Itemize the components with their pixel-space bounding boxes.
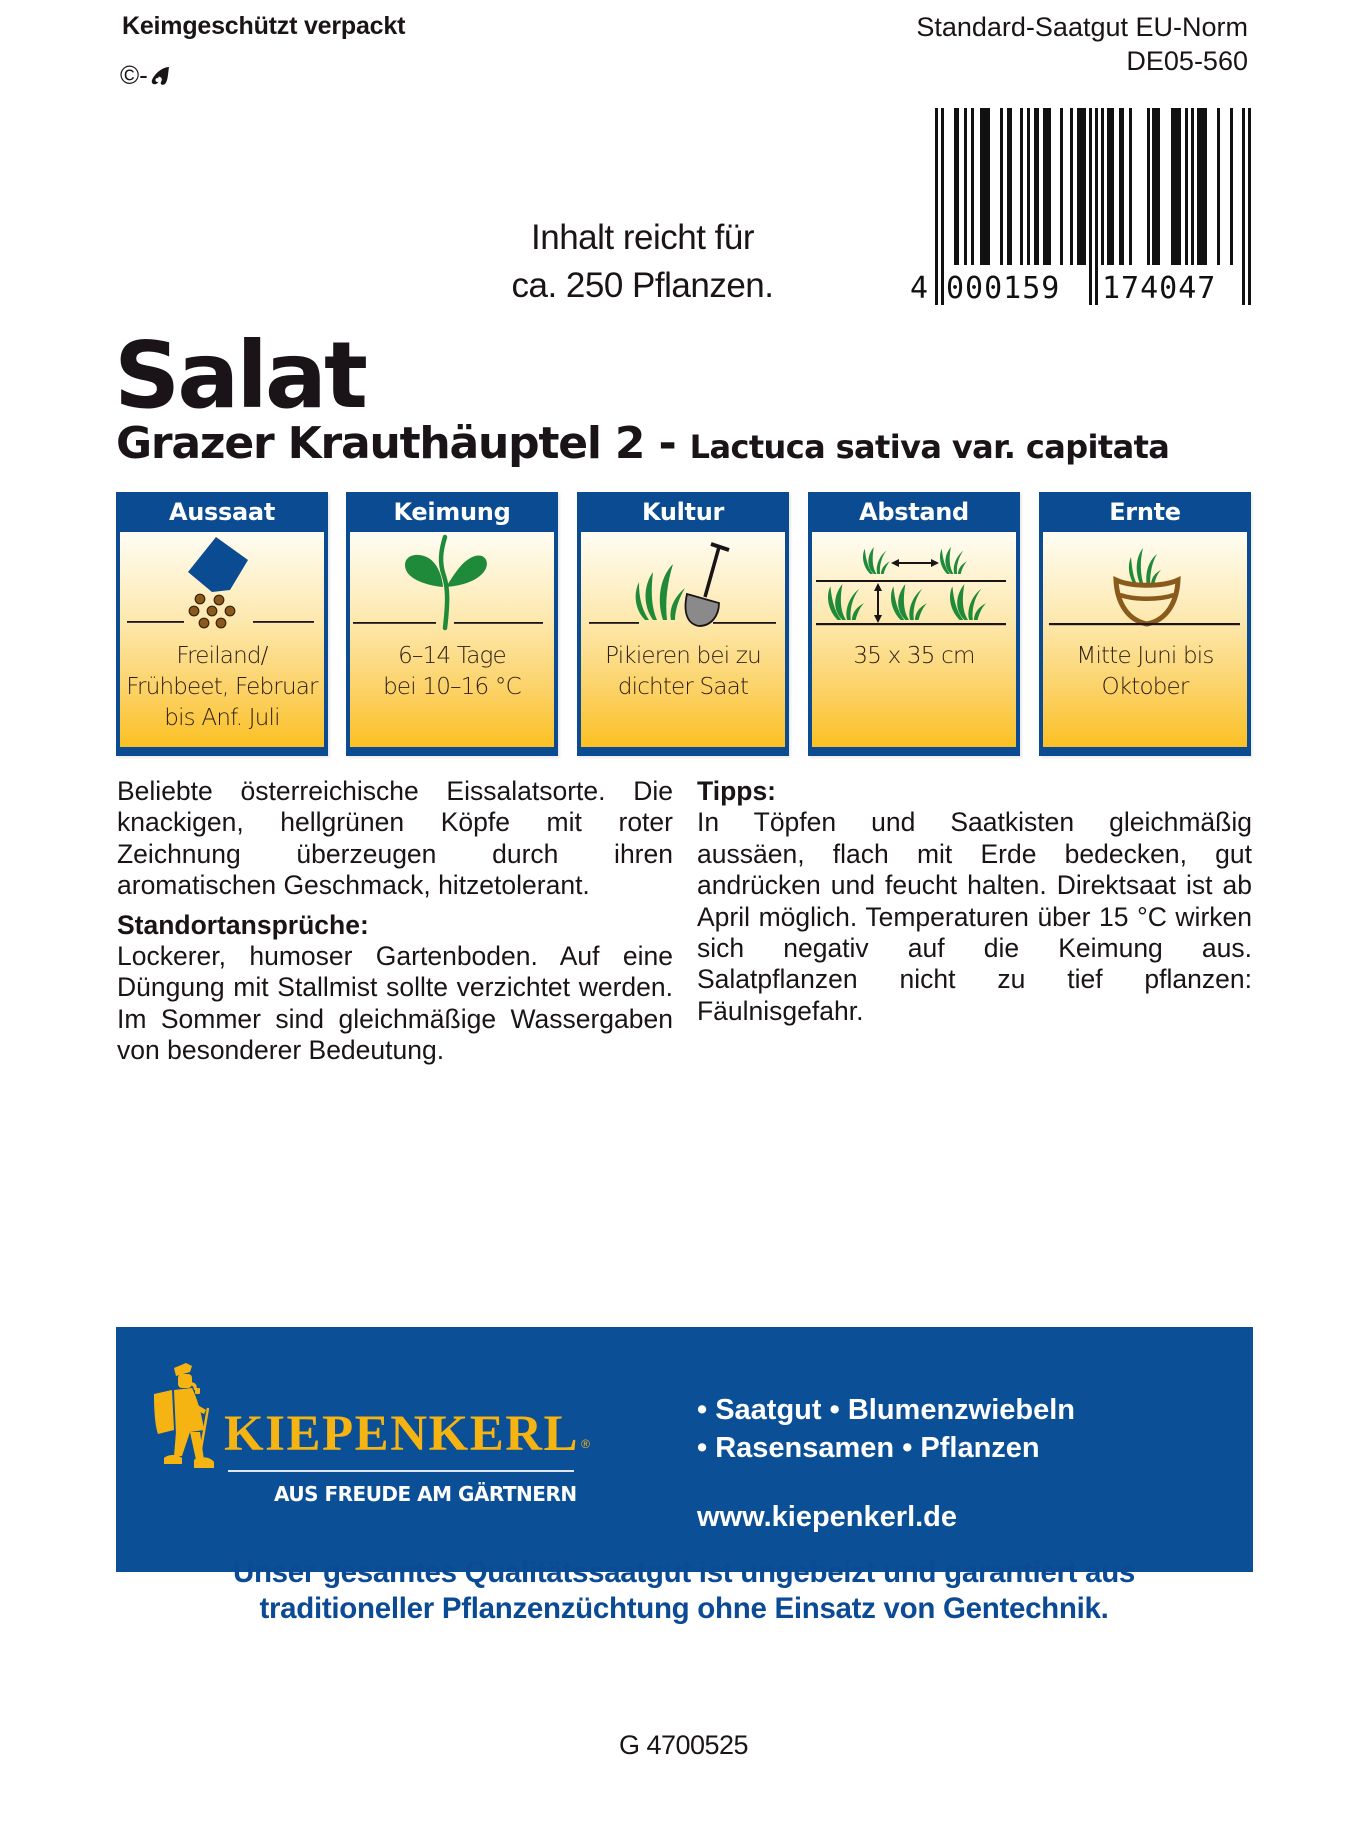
card-text-line: Pikieren bei zu — [605, 643, 761, 669]
subtitle-separator: - — [644, 418, 690, 469]
card-text-line: bis Anf. Juli — [164, 705, 280, 731]
location-heading: Standortansprüche: — [117, 909, 369, 940]
card-text-line: Oktober — [1101, 674, 1189, 700]
card-body — [812, 532, 1016, 747]
package-yield — [470, 214, 815, 310]
card-header: Kultur — [641, 498, 725, 526]
tips-text: In Töpfen und Saatkisten gleichmäßig aussäen, flach mit Erde bedecken, gut andrücken und feucht halten. Direktsaat ist ab April möglich. Temperaturen über 15 °C wirken sich negativ auf die Keimung aus. Salatpflanzen nicht zu tief pflanzen: Fäulnisgefahr. — [697, 807, 1252, 1026]
card-header: Ernte — [1109, 498, 1181, 526]
card-text — [122, 641, 322, 734]
tips-column — [697, 776, 1252, 1027]
barcode-right-group: 174047 — [1102, 271, 1217, 306]
tips-heading: Tipps: — [697, 776, 777, 806]
brand-logo-wordmark[interactable] — [224, 1405, 592, 1463]
packaging-note: Keimgeschützt verpackt — [122, 12, 406, 40]
card-text-line: 6–14 Tage — [398, 643, 506, 669]
card-header: Keimung — [393, 498, 511, 526]
brand-slogan: AUS FREUDE AM GÄRTNERN — [274, 1482, 577, 1506]
card-body — [1043, 532, 1247, 747]
registration-code: DE05-560 — [1126, 46, 1248, 76]
plant-variety-protection-mark — [120, 60, 171, 91]
brand-divider — [228, 1470, 574, 1472]
leaf-swirl-icon — [149, 65, 171, 87]
card-ernte — [1039, 492, 1251, 756]
seed-packet-icon — [120, 532, 324, 632]
ean-barcode — [910, 108, 1251, 308]
plant-spacing-icon — [812, 532, 1016, 632]
card-keimung — [346, 492, 558, 756]
description-column — [117, 776, 673, 1067]
quality-statement — [120, 1555, 1248, 1627]
harvest-basket-icon — [1043, 532, 1247, 632]
yield-line-2: ca. 250 Pflanzen. — [511, 266, 774, 305]
brand-banner — [116, 1327, 1253, 1572]
quality-line-1: Unser gesamtes Qualitätssaatgut ist ungebeizt und garantiert aus — [232, 1556, 1136, 1589]
plant-spade-icon — [581, 532, 785, 632]
brand-name: KIEPENKERL — [224, 1406, 580, 1462]
card-header: Abstand — [859, 498, 969, 526]
card-text-line: Mitte Juni bis — [1076, 643, 1214, 669]
card-body — [581, 532, 785, 747]
card-text-line: bei 10–16 °C — [383, 674, 521, 700]
seedling-icon — [350, 532, 554, 632]
card-abstand — [808, 492, 1020, 756]
card-body — [350, 532, 554, 747]
card-text-line: 35 x 35 cm — [853, 643, 975, 669]
standard-label: Standard-Saatgut EU-Norm — [916, 12, 1248, 42]
latin-name: Lactuca sativa var. capitata — [689, 428, 1170, 466]
product-subtitle — [116, 418, 1169, 469]
seed-standard — [916, 10, 1248, 78]
product-categories — [697, 1391, 1075, 1467]
card-kultur — [577, 492, 789, 756]
yield-line-1: Inhalt reicht für — [531, 218, 754, 257]
card-body — [120, 532, 324, 747]
website-link[interactable]: www.kiepenkerl.de — [697, 1501, 958, 1533]
variety-name: Grazer Krauthäuptel 2 — [116, 418, 645, 469]
card-header: Aussaat — [169, 498, 275, 526]
quality-line-2: traditioneller Pflanzenzüchtung ohne Einsatz von Gentechnik. — [259, 1592, 1109, 1625]
card-text-line: dichter Saat — [617, 674, 749, 700]
barcode-lead-digit: 4 — [910, 271, 930, 306]
card-text — [1045, 641, 1245, 703]
categories-line-2: • Rasensamen • Pflanzen — [697, 1432, 1040, 1464]
product-title: Salat — [114, 322, 365, 429]
card-text-line: Frühbeet, Februar — [126, 674, 318, 700]
description-intro: Beliebte österreichische Eissalatsorte. Die knackigen, hellgrünen Köpfe mit roter Zeichnung überzeugen durch ihren aromatischen Geschmack, hitzetolerant. — [117, 776, 673, 901]
card-text-line: Freiland/ — [176, 643, 268, 669]
card-text — [583, 641, 783, 703]
registered-mark: ® — [581, 1437, 592, 1451]
copyright-symbol: ©- — [120, 60, 148, 90]
categories-line-1: • Saatgut • Blumenzwiebeln — [697, 1394, 1076, 1426]
card-aussaat — [116, 492, 328, 756]
location-text: Lockerer, humoser Gartenboden. Auf eine Düngung mit Stallmist sollte verzichtet werden. Im Sommer sind gleichmäßige Wassergaben von besonderer Bedeutung. — [117, 941, 673, 1066]
barcode-left-group: 000159 — [946, 271, 1061, 306]
card-text — [352, 641, 552, 703]
kiepenkerl-mascot-icon — [152, 1360, 224, 1474]
article-code: G 4700525 — [618, 1730, 749, 1760]
card-text — [814, 641, 1014, 672]
